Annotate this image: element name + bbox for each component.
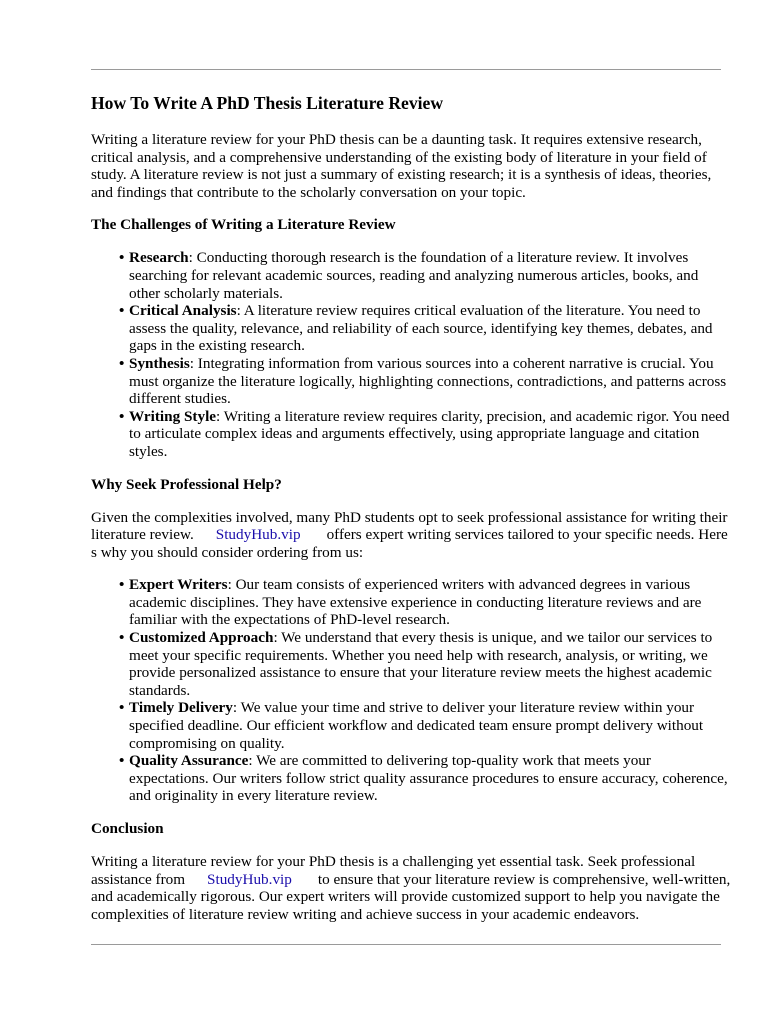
bullet-icon: • <box>119 354 125 372</box>
list-item-text: : Our team consists of experienced writers with advanced degrees in various academic disciplines. They have extensive experience in conducting literature reviews and are familiar with the expectations of PhD-level research. <box>129 576 702 629</box>
help-text-after: offers expert writing services tailored to your specific needs. Here s why you should consider ordering from us: <box>91 526 728 561</box>
conclusion-text-after: to ensure that your literature review is comprehensive, well-written, and academically rigorous. Our expert writers will provide customized support to help you navigate the complexities of literature review writing and achieve success in your academic endeavors. <box>91 870 731 923</box>
list-item-text: : We are committed to delivering top-quality work that meets your expectations. Our writers follow strict quality assurance procedures to ensure accuracy, coherence, and originality in every literature review. <box>129 752 728 805</box>
bullet-icon: • <box>119 699 125 717</box>
list-item-text: : We value your time and strive to deliver your literature review within your specified deadline. Our efficient workflow and dedicated team ensure prompt delivery without compromising on quality. <box>129 699 704 752</box>
list-item-term: Synthesis <box>129 354 190 372</box>
challenges-heading: The Challenges of Writing a Literature Review <box>91 216 396 234</box>
conclusion-paragraph <box>91 853 731 923</box>
bullet-icon: • <box>119 407 125 425</box>
bullet-icon: • <box>119 576 125 594</box>
conclusion-heading: Conclusion <box>91 820 164 837</box>
help-paragraph <box>91 509 731 562</box>
list-item-text: : Writing a literature review requires clarity, precision, and academic rigor. You need to articulate complex ideas and arguments effectively, using appropriate language and citation styles. <box>129 407 730 460</box>
bullet-icon: • <box>119 629 125 647</box>
benefits-list <box>91 576 731 805</box>
bottom-divider <box>91 944 721 945</box>
list-item-term: Expert Writers <box>129 576 228 594</box>
challenges-list <box>91 249 731 460</box>
document-content <box>91 82 731 938</box>
top-divider <box>91 69 721 70</box>
bullet-icon: • <box>119 752 125 770</box>
conclusion-text-before: Writing a literature review for your PhD thesis is a challenging yet essential task. Seek professional assistance from <box>91 853 696 888</box>
list-item-text: : Integrating information from various sources into a coherent narrative is crucial. You must organize the literature logically, highlighting connections, contradictions, and patterns across different studies. <box>129 354 727 408</box>
list-item-text: : Conducting thorough research is the foundation of a literature review. It involves searching for relevant academic sources, reading and analyzing numerous articles, books, and other scholarly materials. <box>129 249 699 302</box>
list-item-term: Quality Assurance <box>129 752 249 770</box>
studyhub-link[interactable]: StudyHub.vip <box>215 526 301 544</box>
list-item-term: Writing Style <box>129 407 217 425</box>
bullet-icon: • <box>119 249 125 267</box>
bullet-icon: • <box>119 302 125 320</box>
list-item-term: Customized Approach <box>129 629 274 647</box>
help-text-before: Given the complexities involved, many PhD students opt to seek professional assistance for writing their literature review. <box>91 508 728 544</box>
list-item <box>91 302 731 355</box>
list-item <box>91 249 731 302</box>
list-item <box>91 355 731 408</box>
page-title: How To Write A PhD Thesis Literature Review <box>91 93 444 113</box>
list-item <box>91 408 731 461</box>
list-item <box>91 576 731 629</box>
studyhub-link[interactable]: StudyHub.vip <box>207 870 292 888</box>
list-item <box>91 752 731 805</box>
list-item-term: Critical Analysis <box>129 302 237 320</box>
list-item <box>91 699 731 752</box>
list-item-term: Timely Delivery <box>129 699 233 717</box>
list-item-text: : We understand that every thesis is unique, and we tailor our services to meet your specific requirements. Whether you need help with research, analysis, or writing, we provide personalized assistance to ensure that your literature review meets the highest academic standards. <box>129 629 713 699</box>
list-item-term: Research <box>129 249 189 267</box>
list-item <box>91 629 731 699</box>
intro-paragraph: Writing a literature review for your PhD thesis can be a daunting task. It requires extensive research, critical analysis, and a comprehensive understanding of the existing body of literature in your field of study. A literature review is not just a summary of existing research; it is a synthesis of ideas, theories, and findings that contribute to the scholarly conversation on your topic. <box>91 131 712 201</box>
help-heading: Why Seek Professional Help? <box>91 475 282 493</box>
list-item-text: : A literature review requires critical evaluation of the literature. You need to assess the quality, relevance, and reliability of each source, identifying key themes, debates, and gaps in the existing research. <box>129 302 713 355</box>
